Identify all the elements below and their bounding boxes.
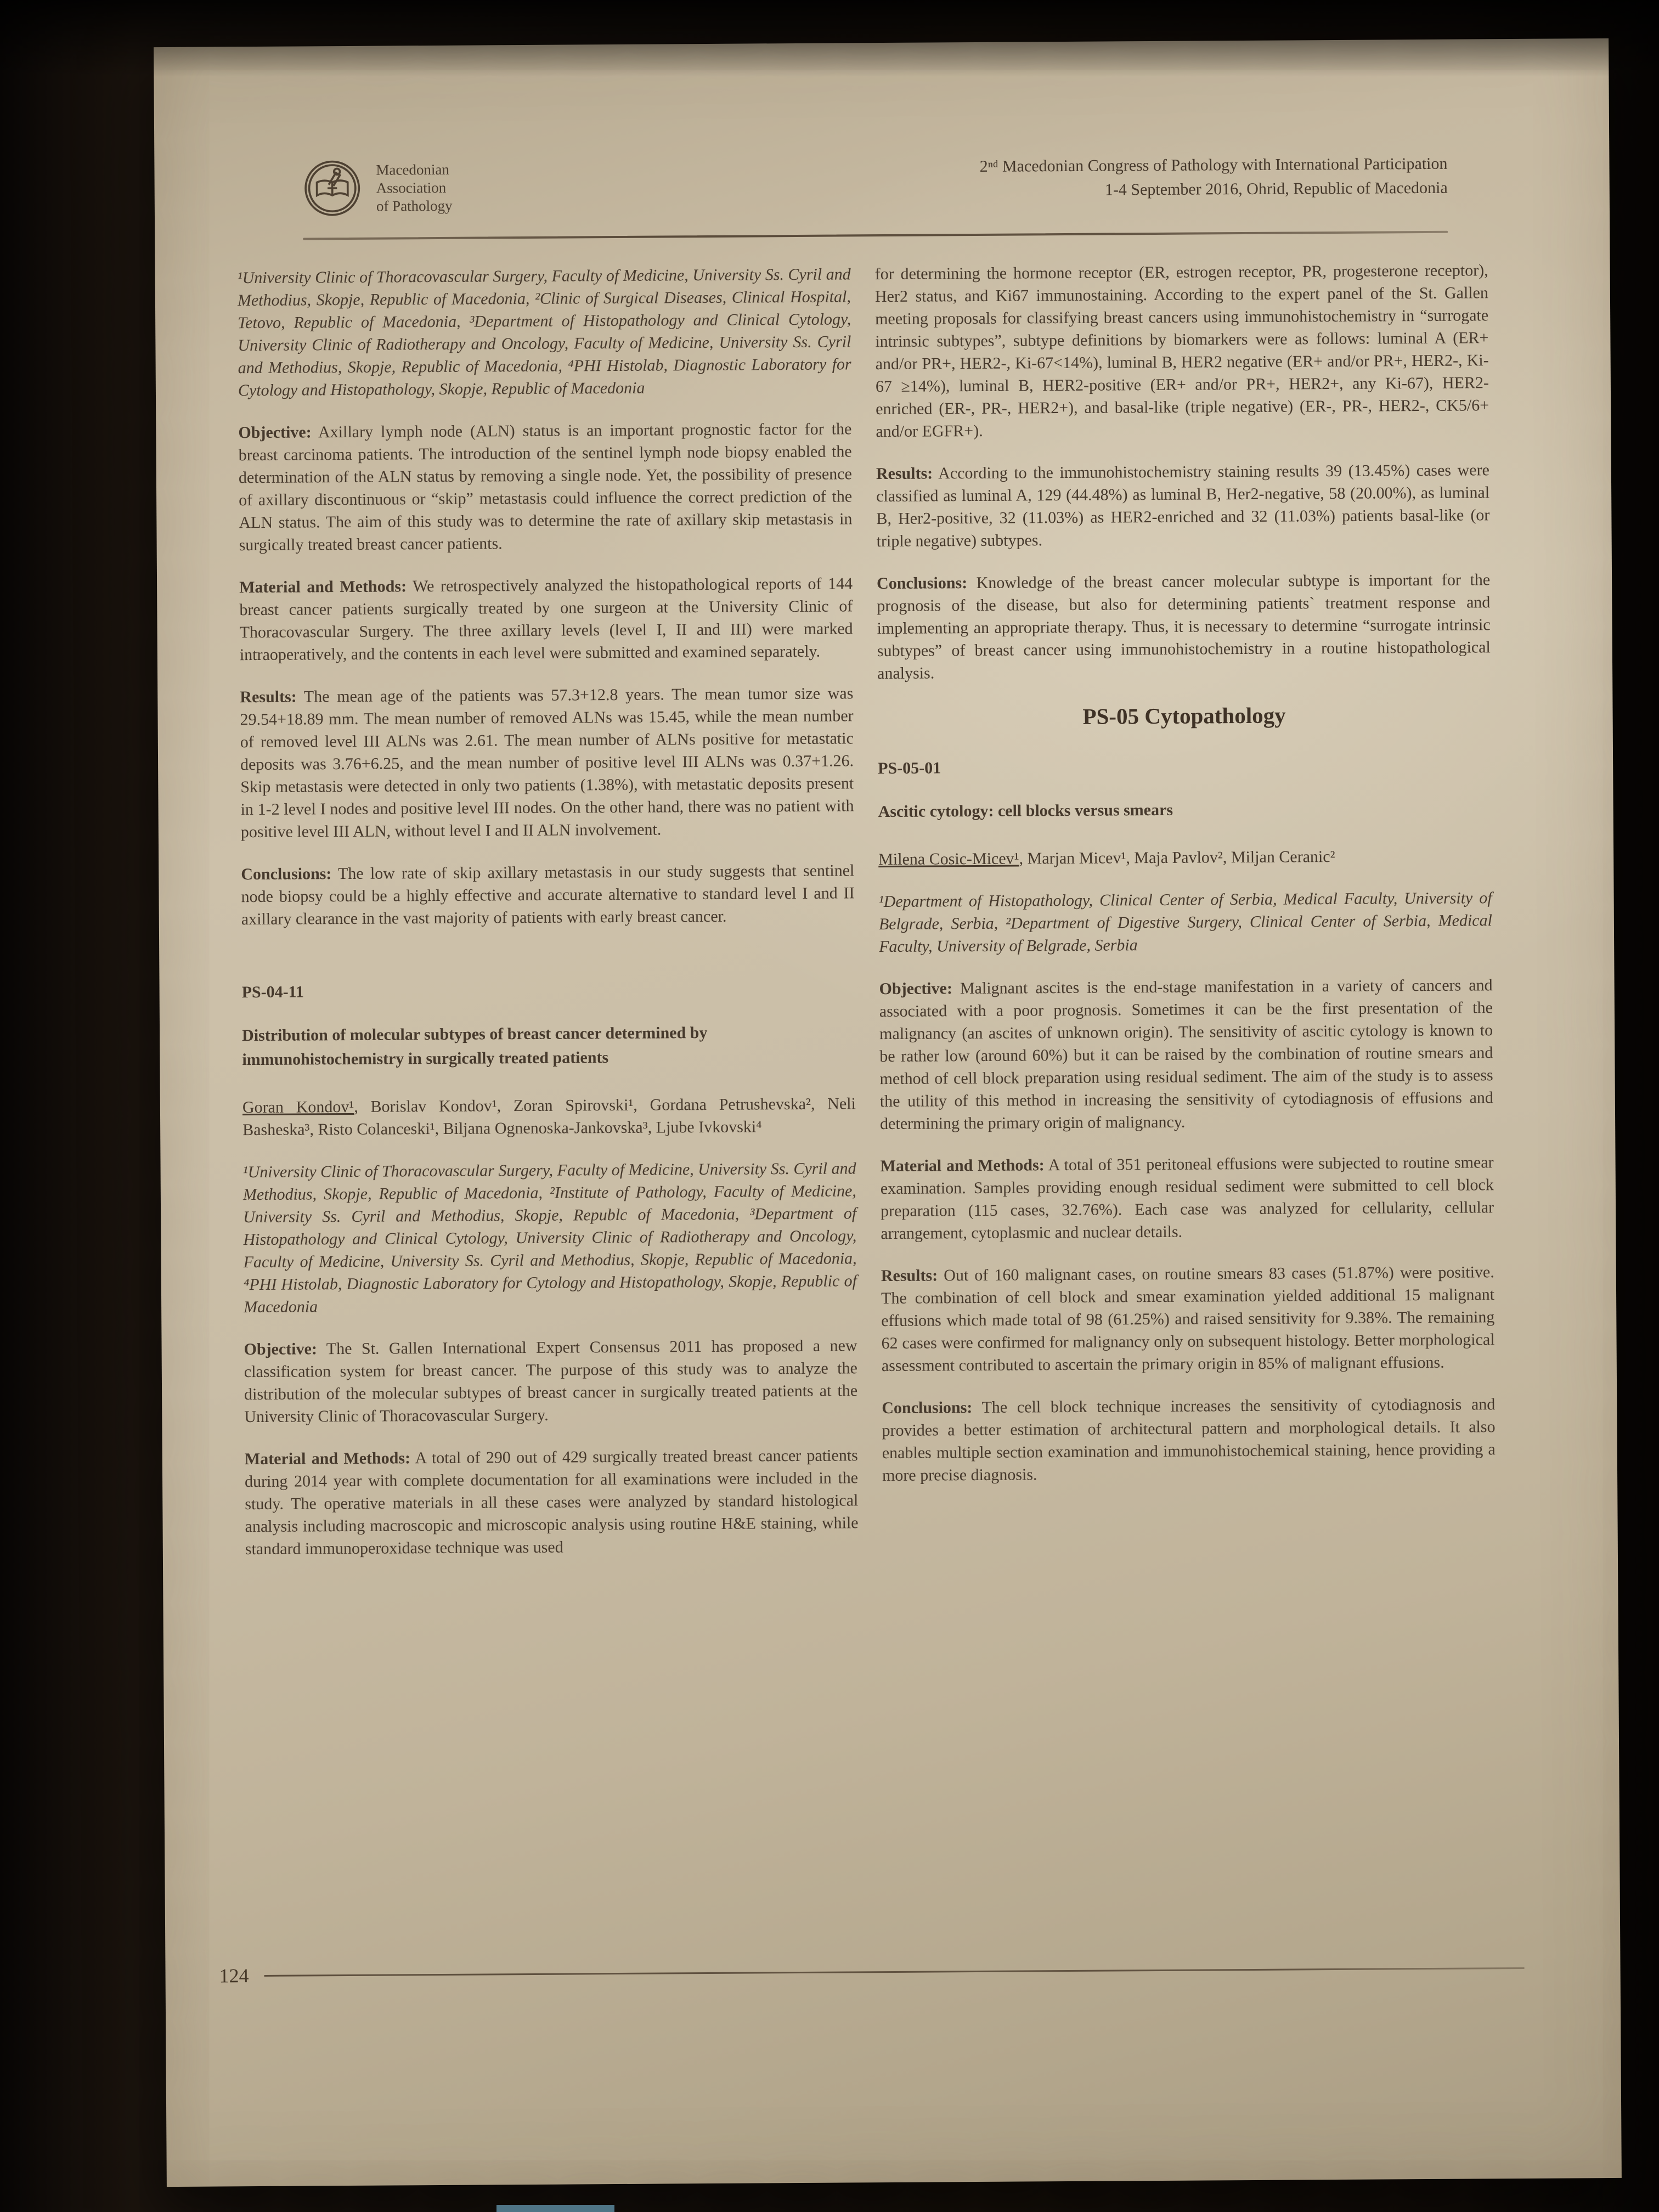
paragraph-label: Conclusions:: [877, 574, 968, 593]
paragraph-text: A total of 351 peritoneal effusions were subjected to routine smear examination. Samples providing enough residual sediment were submitted to cell block preparation (115 cases, 32.76%). Each case was analyzed for cellularity, cellular arrangement, cytoplasmic and nuclear details.: [880, 1153, 1494, 1243]
congress-date-location: 1-4 September 2016, Ohrid, Republic of Macedonia: [1104, 178, 1448, 199]
conclusions-paragraph: [877, 568, 1491, 685]
paragraph-text: Out of 160 malignant cases, on routine smears 83 cases (51.87%) were positive. The combination of cell block and smear examination yielded additional 15 malignant effusions which made total of 98 (61.25%) and raised sensitivity for 9.38%. The remaining 62 cases were confirmed for malignancy only on subsequent histology. Better morphological assessment contributed to ascertain the primary origin in 85% of malignant effusions.: [881, 1263, 1495, 1375]
abstract-code-ps-05-01: PS-05-01: [878, 759, 941, 778]
paragraph-text: Knowledge of the breast cancer molecular subtype is important for the prognosis of the disease, but also for determining patients` treatment response and implementing an appropriate therapy. Thus, it is necessary to determine “surrogate intrinsic subtypes” of breast cancer using immunohistochemistry in a routine histopathological analysis.: [877, 571, 1491, 683]
paragraph-text: The low rate of skip axillary metastasis in our study suggests that sentinel node biopsy could be a highly effective and accurate alternative to standard level I and II axillary clearance in the vast majority of patients with early breast cancer.: [241, 861, 855, 929]
conclusions-paragraph: [241, 859, 855, 930]
methods-paragraph: [880, 1151, 1494, 1245]
methods-paragraph: [239, 572, 853, 666]
results-paragraph: [876, 459, 1490, 552]
paragraph-text: Axillary lymph node (ALN) status is an important prognostic factor for the breast carcinoma patients. The introduction of the sentinel lymph node biopsy enabled the determination of the ALN status by removing a single node. Yet, the possibility of presence of axillary discontinuous or “skip” metastasis could influence the correct prediction of the ALN status. The aim of this study was to determine the rate of axillary skip metastasis in surgically treated breast cancer patients.: [238, 420, 853, 555]
paragraph-label: Objective:: [879, 979, 953, 998]
page-content: [154, 38, 1622, 2187]
background-object: [496, 2205, 614, 2212]
conclusions-paragraph: [882, 1393, 1496, 1487]
paragraph-text: The mean age of the patients was 57.3+12.8 years. The mean tumor size was 29.54+18.89 mm. The mean number of removed ALNs was 15.45, while the mean number of removed level III ALNs was 2.61. The mean number of ALNs positive for metastatic deposits was 3.76+6.25, and the mean number of positive level III ALNs was 0.37+1.26. Skip metastasis were detected in only two patients (1.38%), with metastatic deposits present in 1-2 level I nodes and positive level III nodes. On the other hand, there was no patient with positive level III ALN, without level I and II ALN involvement.: [240, 684, 854, 842]
page-header: [302, 152, 1448, 218]
header-rule: [303, 231, 1448, 240]
coauthors: , Borislav Kondov¹, Zoran Spirovski¹, Gordana Petrushevska², Neli Basheska³, Risto Colanceski¹, Biljana Ognenoska-Jankovska³, Ljube Ivkovski⁴: [242, 1094, 856, 1139]
paragraph-label: Conclusions:: [241, 865, 332, 884]
continuation-paragraph: for determining the hormone receptor (ER, estrogen receptor, PR, progesterone receptor), Her2 status, and Ki67 immunostaining. According to the expert panel of the St. Gallen meeting proposals for classifying breast cancers using immunohistochemistry in “surrogate intrinsic subtypes”, subtype definitions by biomarkers were as follows: luminal A (ER+ and/or PR+, HER2-, Ki-67<14%), luminal B, HER2 negative (ER+ and/or PR+, HER2-, Ki-67 ≥14%), luminal B, HER2-positive (ER+ and/or PR+, HER2+, any Ki-67), HER2-enriched (ER-, PR-, HER2+), and basal-like (triple negative) (ER-, PR-, HER2-, CK5/6+ and/or EGFR+).: [874, 261, 1489, 441]
paragraph-text: Malignant ascites is the end-stage manifestation in a variety of cancers and associated with a poor prognosis. Sometimes it can be the first presentation of the malignancy (an ascites of unknown origin). The sensitivity of ascitic cytology is known to be rather low (around 60%) but it can be raised by the combination of routine smears and method of cell block preparation using residual sediment. The aim of the study is to assess the utility of this method in increasing the sensitivity of cytodiagnosis of effusions and determining the primary origin of malignancy.: [879, 976, 1493, 1133]
abstract-title: Ascitic cytology: cell blocks versus smears: [878, 800, 1173, 821]
right-column: [875, 259, 1497, 1576]
association-name: [376, 160, 452, 215]
objective-paragraph: [244, 1334, 857, 1428]
affiliations-block: ¹University Clinic of Thoracovascular Surgery, Faculty of Medicine, University Ss. Cyril and Methodius, Skopje, Republic of Macedonia, ²Institute of Pathology, Faculty of Medicine, University Ss. Cyril and Methodius, Skopje, Republc of Macedonia, ³Department of Histopathology and Clinical Cytology, University Clinic of Radiotherapy and Oncology, Faculty of Medicine, University Ss. Cyril and Methodius, Skopje, Republic of Macedonia, ⁴PHI Histolab, Diagnostic Laboratory for Cytology and Histopathology, Skopje, Republic of Macedonia: [242, 1159, 857, 1317]
authors-line: [878, 844, 1492, 871]
affiliations-block: ¹Department of Histopathology, Clinical Center of Serbia, Medical Faculty, University of Belgrade, Serbia, ²Department of Digestive Surgery, Clinical Center of Serbia, Medical Faculty, University of Belgrade, Serbia: [878, 889, 1492, 956]
two-column-layout: [238, 259, 1498, 1580]
association-emblem-icon: [302, 159, 362, 218]
association-name-line3: of Pathology: [376, 197, 453, 215]
first-author: Goran Kondov¹: [242, 1097, 354, 1117]
coauthors: , Marjan Micev¹, Maja Pavlov², Miljan Ceranic²: [1019, 848, 1335, 868]
paragraph-label: Conclusions:: [882, 1398, 973, 1418]
association-name-line2: Association: [376, 179, 447, 196]
paragraph-text: A total of 290 out of 429 surgically treated breast cancer patients during 2014 year with complete documentation for all examinations were included in the study. The operative materials in all these cases were analyzed by standard histological analysis including macroscopic and microscopic analysis using routine H&E staining, while standard immunoperoxidase technique was used: [244, 1446, 859, 1559]
paragraph-label: Material and Methods:: [244, 1449, 411, 1469]
abstract-title: Distribution of molecular subtypes of breast cancer determined by immunohistochemistry in surgically treated patients: [242, 1024, 708, 1069]
page-number: 124: [219, 1965, 249, 1987]
abstract-code-ps-04-11: PS-04-11: [241, 983, 304, 1002]
paragraph-text: According to the immunohistochemistry staining results 39 (13.45%) cases were classified as luminal A, 129 (44.48%) as luminal B, Her2-negative, 58 (20.00%), as luminal B, Her2-positive, 32 (11.03%) as HER2-enriched and 32 (11.03%) patients basal-like (or triple negative) subtypes.: [876, 461, 1490, 551]
paragraph-label: Results:: [876, 464, 933, 483]
paragraph-label: Results:: [240, 687, 297, 707]
abstract-book-page: [154, 38, 1622, 2187]
objective-paragraph: [879, 974, 1493, 1135]
first-author: Milena Cosic-Micev¹: [878, 849, 1019, 869]
results-paragraph: [240, 682, 854, 843]
page-header-wrap: [302, 152, 1448, 240]
objective-paragraph: [238, 417, 852, 556]
congress-title: 2ⁿᵈ Macedonian Congress of Pathology with International Participation: [979, 154, 1448, 176]
paragraph-text: The St. Gallen International Expert Consensus 2011 has proposed a new classification system for breast cancer. The purpose of this study was to analyze the distribution of the molecular subtypes of breast cancer in surgically treated patients at the University Clinic of Thoracovascular Surgery.: [244, 1336, 858, 1426]
paragraph-label: Objective:: [238, 423, 312, 442]
paragraph-label: Material and Methods:: [239, 577, 407, 597]
paragraph-label: Objective:: [244, 1340, 317, 1359]
methods-paragraph: [245, 1444, 859, 1560]
authors-line: [242, 1092, 856, 1141]
paragraph-text: The cell block technique increases the sensitivity of cytodiagnosis and provides a better estimation of architectural pattern and morphological details. It also enables multiple section examination and immunohistochemical staining, hence providing a more precise diagnosis.: [882, 1395, 1496, 1485]
association-name-line1: Macedonian: [376, 161, 450, 178]
association-logo-block: [302, 158, 452, 218]
paragraph-label: Results:: [881, 1266, 938, 1285]
footer-rule: [264, 1967, 1525, 1976]
session-heading-ps-05: PS-05 Cytopathology: [1082, 702, 1286, 729]
paragraph-label: Material and Methods:: [880, 1156, 1045, 1176]
page-footer: [219, 1956, 1524, 1988]
left-column: [238, 263, 859, 1580]
paragraph-text: We retrospectively analyzed the histopathological reports of 144 breast cancer patients surgically treated by one surgeon at the University Clinic of Thoracovascular Surgery. The three axillary levels (level I, II and III) were marked intraoperatively, and the contents in each level were submitted and examined separately.: [239, 574, 853, 664]
congress-header: [980, 152, 1448, 203]
results-paragraph: [881, 1261, 1495, 1377]
affiliations-block: ¹University Clinic of Thoracovascular Surgery, Faculty of Medicine, University Ss. Cyril and Methodius, Skopje, Republic of Macedonia, ²Clinic of Surgical Diseases, Clinical Hospital, Tetovo, Republic of Macedonia, ³Department of Histopathology and Clinical Cytology, University Clinic of Radiotherapy and Oncology, Faculty of Medicine, University Ss. Cyril and Methodius, Skopje, Republic of Macedonia, ⁴PHI Histolab, Diagnostic Laboratory for Cytology and Histopathology, Skopje, Republic of Macedonia: [237, 265, 851, 400]
